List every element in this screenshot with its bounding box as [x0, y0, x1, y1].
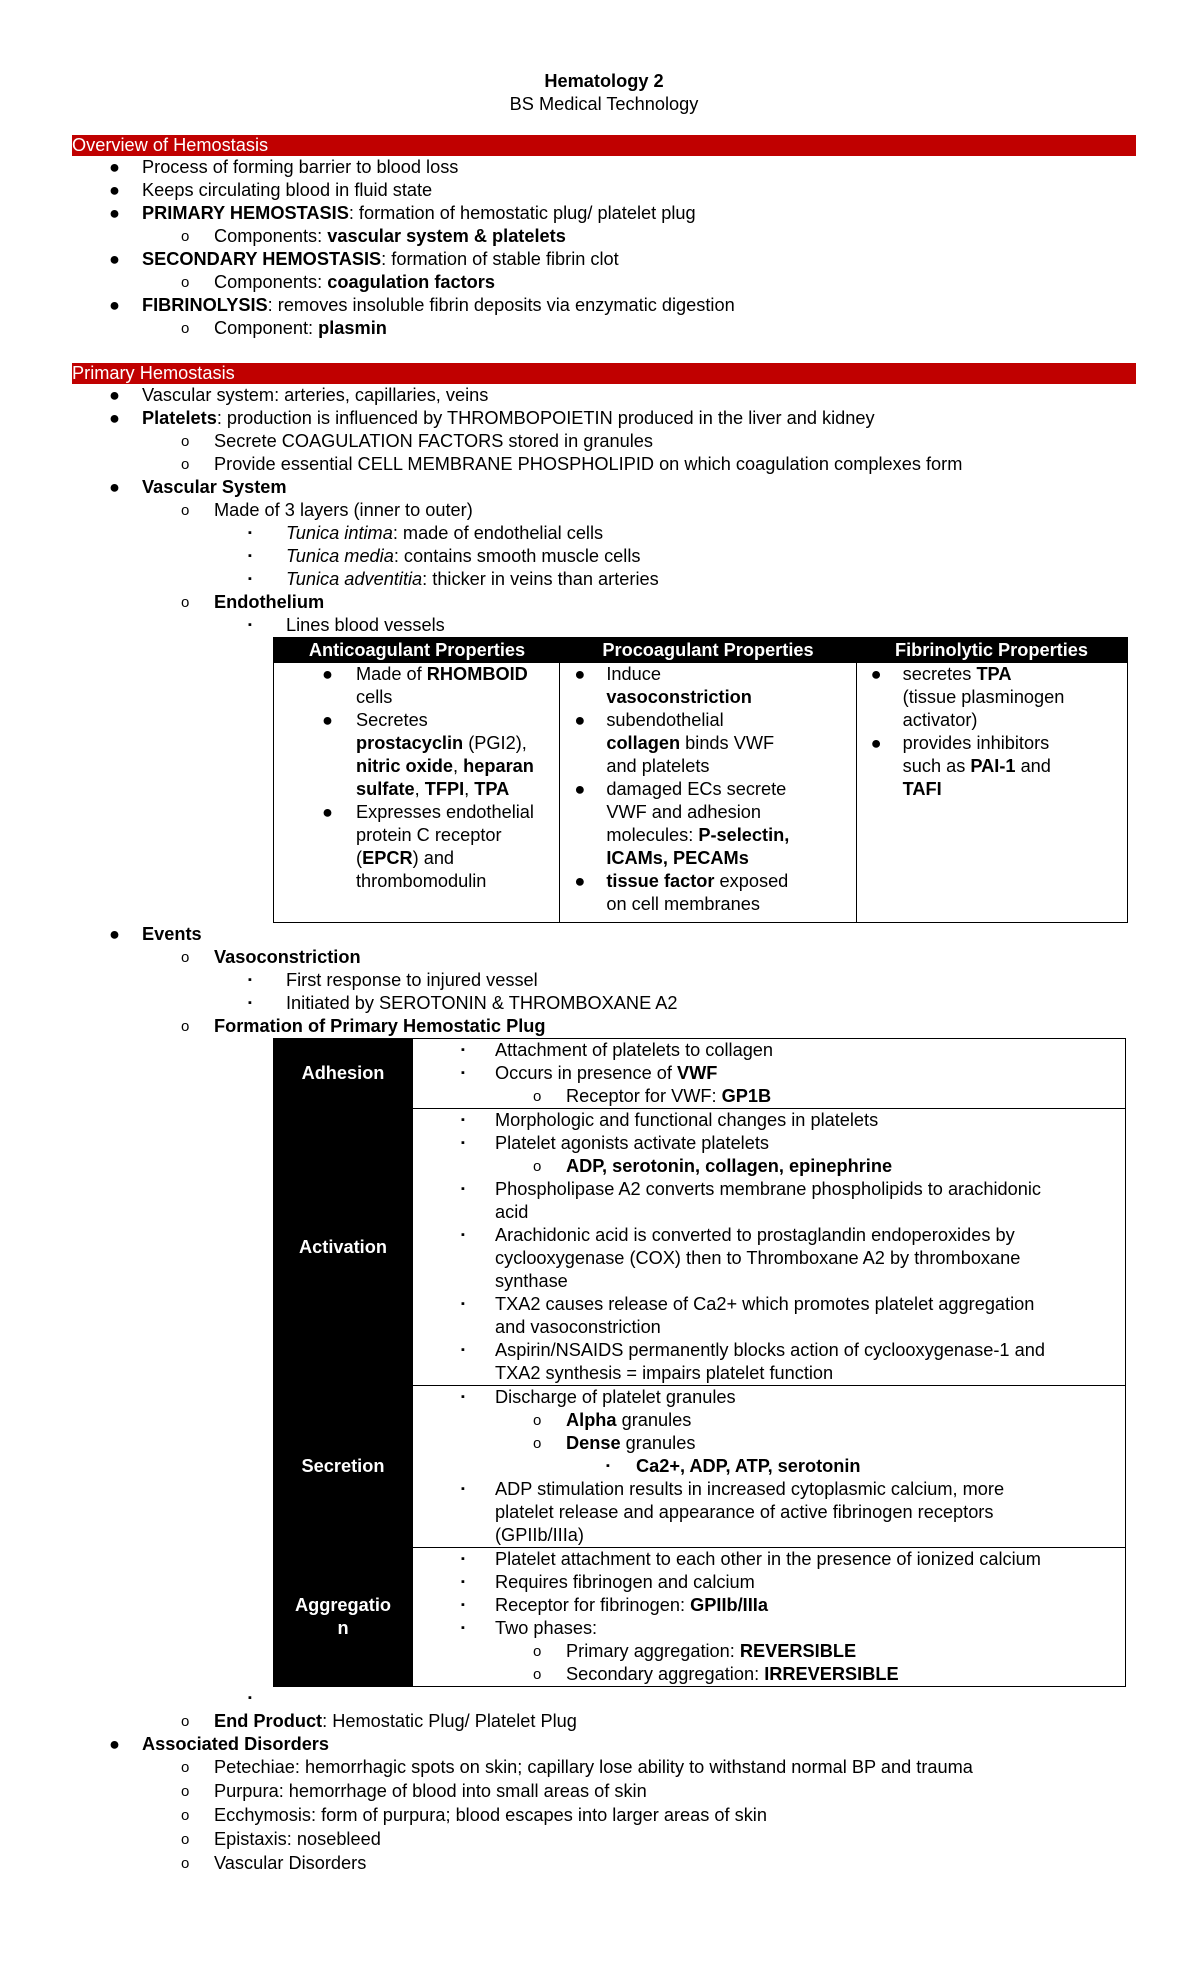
document-subtitle: BS Medical Technology — [509, 94, 699, 114]
list-item: ● Vascular System — [109, 477, 287, 497]
stage-details: ▪ Platelet attachment to each other in the presence of ionized calcium ▪ Requires fibrinogen and calcium ▪ Receptor for fibrinogen: GPIIb/IIIa ▪ Two phases: o Primary aggregation: REVERSIBLE o Secondary aggregation: IRREVERSIBLE — [413, 1548, 1126, 1687]
fibrinolytic-column: ● secretes TPA (tissue plasminogen activator) ● provides inhibitors such as PAI-1 and TAFI — [870, 664, 1065, 799]
list-item: o End Product: Hemostatic Plug/ Platelet Plug — [181, 1711, 577, 1731]
list-item: ● Associated Disorders — [109, 1734, 329, 1754]
list-item: ● Events — [109, 924, 202, 944]
list-item: o Formation of Primary Hemostatic Plug — [181, 1016, 546, 1036]
document-page — [72, 70, 1136, 1876]
procoagulant-column: ● Induce vasoconstriction ● subendothelial collagen binds VWF and platelets ● damaged ECs secrete VWF and adhesion molecules: P-selectin, ICAMs, PECAMs ● tissue factor exposed on cell membranes — [560, 663, 856, 922]
list-item: ● Process of forming barrier to blood loss — [109, 157, 459, 177]
list-item: ▪ Initiated by SEROTONIN & THROMBOXANE A2 — [248, 993, 678, 1013]
list-item: o Secrete COAGULATION FACTORS stored in granules — [181, 431, 654, 451]
stage-adhesion: Adhesion — [274, 1039, 413, 1109]
list-item: o Vascular Disorders — [181, 1853, 367, 1873]
list-item: o Endothelium — [181, 592, 325, 612]
stage-aggregation: Aggregatio n — [274, 1548, 413, 1687]
list-item: o Made of 3 layers (inner to outer) — [181, 500, 473, 520]
column-header: Procoagulant Properties — [602, 640, 814, 660]
table-row — [274, 1386, 1126, 1548]
list-item: o Components: coagulation factors — [181, 272, 495, 292]
table-header-row — [274, 638, 1127, 663]
list-item: o Epistaxis: nosebleed — [181, 1829, 381, 1849]
table-row — [274, 1548, 1126, 1687]
section-heading-primary-hemostasis: Primary Hemostasis — [72, 363, 1136, 384]
empty-list-item: ▪ — [248, 1692, 252, 1704]
list-item: ● Vascular system: arteries, capillaries, veins — [109, 385, 489, 405]
list-item: ▪ Tunica media: contains smooth muscle cells — [248, 546, 641, 566]
list-item: ● SECONDARY HEMOSTASIS: formation of stable fibrin clot — [109, 249, 619, 269]
list-item: ● PRIMARY HEMOSTASIS: formation of hemostatic plug/ platelet plug — [109, 203, 696, 223]
column-header: Anticoagulant Properties — [308, 640, 526, 660]
list-item: ▪ Tunica adventitia: thicker in veins than arteries — [248, 569, 659, 589]
table-row — [274, 1039, 1126, 1109]
list-item: o Component: plasmin — [181, 318, 387, 338]
list-item: o Components: vascular system & platelets — [181, 226, 566, 246]
list-item: ▪ Tunica intima: made of endothelial cells — [248, 523, 604, 543]
table-row — [274, 1109, 1126, 1386]
stage-details: ▪ Discharge of platelet granules o Alpha granules o Dense granules ▪ Ca2+, ADP, ATP, serotonin ▪ ADP stimulation results in increased cytoplasmic calcium, more platelet release and appearance of active fibrinogen receptors (GPIIb/IIIa) — [413, 1386, 1126, 1548]
list-item: ● Platelets: production is influenced by THROMBOPOIETIN produced in the liver and kidney — [109, 408, 875, 428]
anticoagulant-column: ● Made of RHOMBOID cells ● Secretes prostacyclin (PGI2), nitric oxide, heparan sulfate, TFPI, TPA ● Expresses endothelial protein C receptor (EPCR) and thrombomodulin — [274, 663, 560, 922]
list-item: ▪ First response to injured vessel — [248, 970, 538, 990]
stage-details: ▪ Attachment of platelets to collagen ▪ Occurs in presence of VWF o Receptor for VWF: GP1B — [413, 1039, 1126, 1109]
list-item: ● FIBRINOLYSIS: removes insoluble fibrin deposits via enzymatic digestion — [109, 295, 735, 315]
list-item: ▪ Lines blood vessels — [248, 615, 445, 635]
list-item: o Vasoconstriction — [181, 947, 361, 967]
stage-details: ▪ Morphologic and functional changes in platelets ▪ Platelet agonists activate platelets o ADP, serotonin, collagen, epinephrine ▪ Phospholipase A2 converts membrane phospholipids to arachidonic acid ▪ Arachidonic acid is converted to prostaglandin endoperoxides by cyclooxygenase (COX) then to Thromboxane A2 by thromboxane synthase ▪ TXA2 causes release of Ca2+ which promotes platelet aggregation and vasoconstriction ▪ Aspirin/NSAIDS permanently blocks action of cyclooxygenase-1 and TXA2 synthesis = impairs platelet function — [413, 1109, 1126, 1386]
list-item: o Purpura: hemorrhage of blood into small areas of skin — [181, 1781, 647, 1801]
list-item: o Ecchymosis: form of purpura; blood escapes into larger areas of skin — [181, 1805, 767, 1825]
list-item: ● Keeps circulating blood in fluid state — [109, 180, 433, 200]
hemostatic-plug-table — [273, 1038, 1126, 1687]
list-item: o Provide essential CELL MEMBRANE PHOSPHOLIPID on which coagulation complexes form — [181, 454, 963, 474]
stage-activation: Activation — [274, 1109, 413, 1386]
endothelium-properties-table — [273, 637, 1128, 923]
list-item: o Petechiae: hemorrhagic spots on skin; capillary lose ability to withstand normal BP and trauma — [181, 1757, 973, 1777]
stage-secretion: Secretion — [274, 1386, 413, 1548]
document-title: Hematology 2 — [544, 71, 664, 91]
section-heading-overview: Overview of Hemostasis — [72, 135, 1136, 156]
column-header: Fibrinolytic Properties — [894, 640, 1089, 660]
